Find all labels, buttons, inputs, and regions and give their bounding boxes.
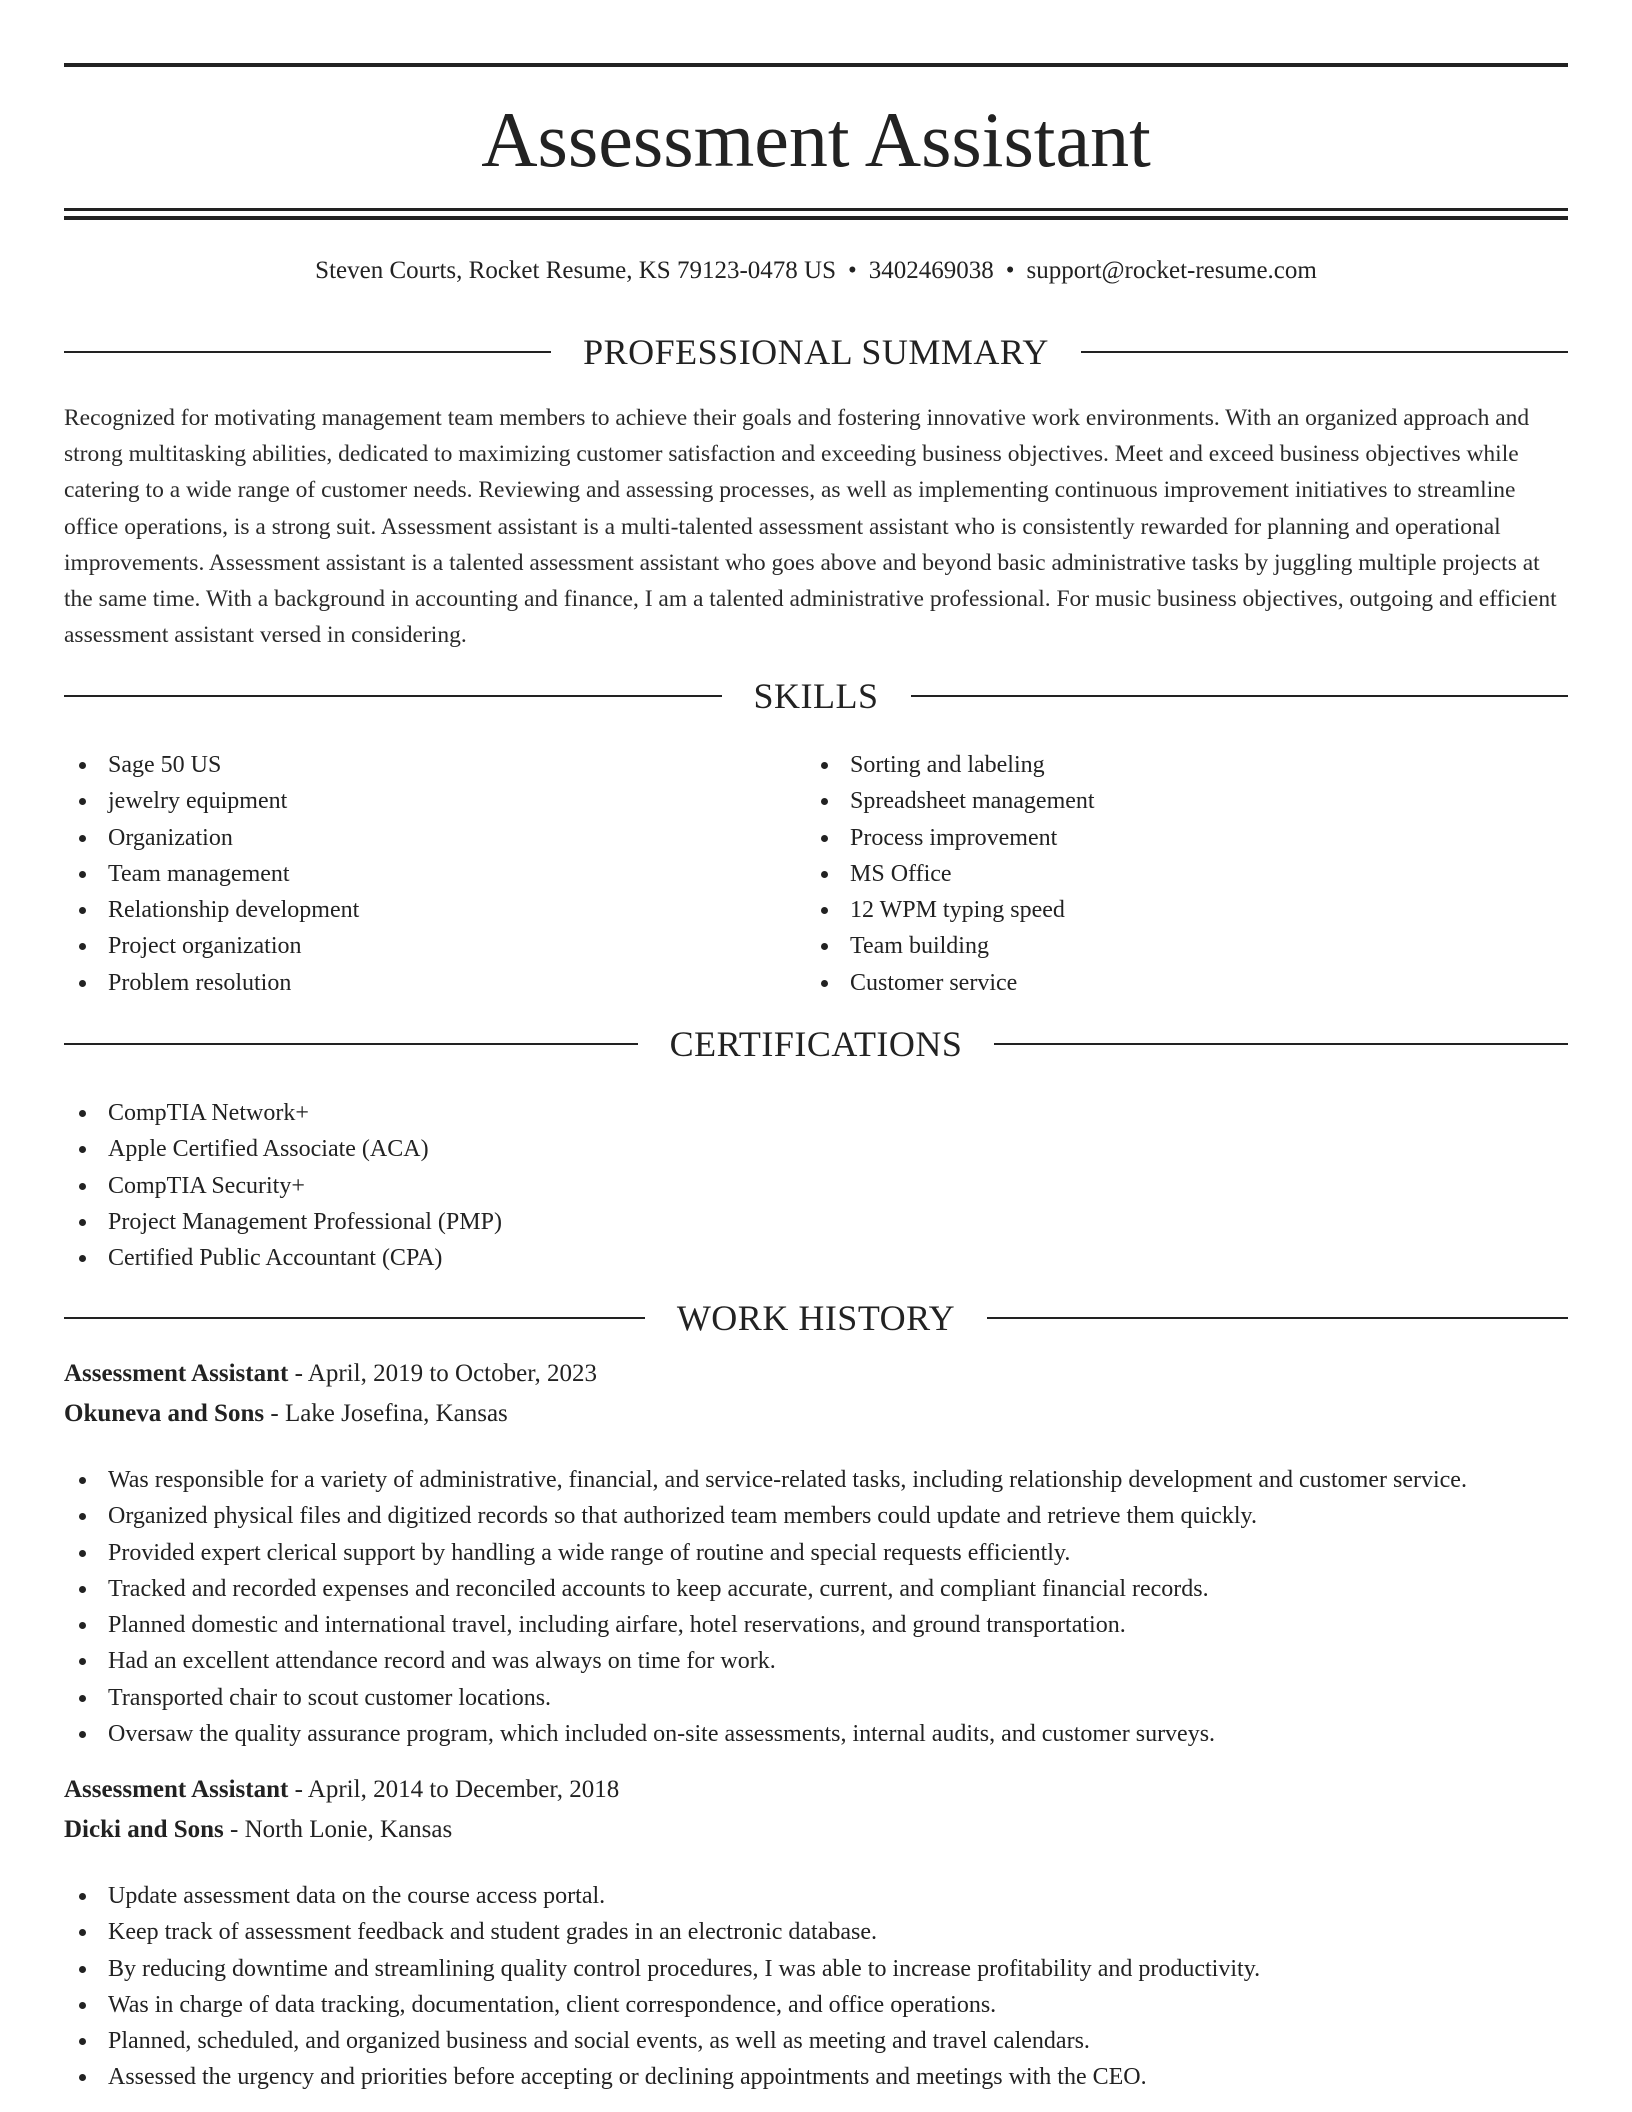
skill-item: Project organization xyxy=(64,928,804,964)
job-company-line: Okuneva and Sons - Lake Josefina, Kansas xyxy=(64,1400,508,1427)
heading-rule xyxy=(64,695,722,697)
job-dates: April, 2014 to December, 2018 xyxy=(307,1776,620,1803)
contact-separator: • xyxy=(1005,257,1015,284)
heading-rule xyxy=(1081,351,1568,353)
heading-rule xyxy=(64,351,551,353)
skill-item: Sage 50 US xyxy=(64,747,804,783)
contact-email: support@rocket-resume.com xyxy=(1026,257,1317,284)
certification-item: Apple Certified Associate (ACA) xyxy=(64,1131,1568,1167)
job-bullet-item: Update assessment data on the course access portal. xyxy=(64,1878,1568,1914)
skills-list-right xyxy=(806,747,1566,1001)
job-bullet-item: Provided expert clerical support by handling a wide range of routine and special requests efficiently. xyxy=(64,1535,1568,1571)
job-bullet-item: By reducing downtime and streamlining quality control procedures, I was able to increase profitability and productivity. xyxy=(64,1951,1568,1987)
skill-item: Organization xyxy=(64,820,804,856)
job-bullet-item: Had an excellent attendance record and was always on time for work. xyxy=(64,1643,1568,1679)
job-title-line: Assessment Assistant - April, 2019 to October, 2023 xyxy=(64,1360,598,1387)
job-bullet-item: Organized physical files and digitized records so that authorized team members could update and retrieve them quickly. xyxy=(64,1498,1568,1534)
work-history-heading xyxy=(64,1296,1568,1340)
section-title: WORK HISTORY xyxy=(676,1298,956,1338)
certifications-heading xyxy=(64,1022,1568,1066)
skill-item: MS Office xyxy=(806,856,1566,892)
job-bullet-item: Oversaw the quality assurance program, which included on-site assessments, internal audits, and customer surveys. xyxy=(64,1716,1568,1752)
skill-item: Problem resolution xyxy=(64,965,804,1001)
certification-item: Project Management Professional (PMP) xyxy=(64,1204,1568,1240)
job-title: Assessment Assistant xyxy=(64,1360,289,1387)
heading-rule xyxy=(994,1043,1568,1045)
heading-rule xyxy=(64,1317,645,1319)
skill-item: Team management xyxy=(64,856,804,892)
contact-line xyxy=(64,254,1568,288)
job-dates: April, 2019 to October, 2023 xyxy=(307,1360,598,1387)
certification-item: CompTIA Network+ xyxy=(64,1095,1568,1131)
job-bullets xyxy=(64,1878,1568,2096)
job-location: Lake Josefina, Kansas xyxy=(284,1400,508,1427)
skills-heading xyxy=(64,674,1568,718)
skill-item: Team building xyxy=(806,928,1566,964)
job-location: North Lonie, Kansas xyxy=(244,1816,453,1843)
skills-list-left xyxy=(64,747,804,1001)
job-bullet-item: Keep track of assessment feedback and student grades in an electronic database. xyxy=(64,1914,1568,1950)
job-company: Okuneva and Sons xyxy=(64,1400,265,1427)
job-company: Dicki and Sons xyxy=(64,1816,224,1843)
certification-item: Certified Public Accountant (CPA) xyxy=(64,1240,1568,1276)
section-title: PROFESSIONAL SUMMARY xyxy=(583,332,1049,372)
skill-item: Sorting and labeling xyxy=(806,747,1566,783)
certification-item: CompTIA Security+ xyxy=(64,1168,1568,1204)
summary-heading xyxy=(64,330,1568,374)
job-bullet-item: Was responsible for a variety of administrative, financial, and service-related tasks, including relationship development and customer service. xyxy=(64,1462,1568,1498)
top-rule xyxy=(64,63,1568,67)
job-bullet-item: Planned, scheduled, and organized business and social events, as well as meeting and travel calendars. xyxy=(64,2023,1568,2059)
skill-item: Customer service xyxy=(806,965,1566,1001)
job-bullet-item: Transported chair to scout customer locations. xyxy=(64,1680,1568,1716)
job-bullet-item: Was in charge of data tracking, documentation, client correspondence, and office operations. xyxy=(64,1987,1568,2023)
section-title: CERTIFICATIONS xyxy=(669,1024,963,1064)
job-bullets xyxy=(64,1462,1568,1752)
skill-item: Relationship development xyxy=(64,892,804,928)
contact-address: Steven Courts, Rocket Resume, KS 79123-0478 US xyxy=(315,257,836,284)
job-bullet-item: Planned domestic and international travel, including airfare, hotel reservations, and ground transportation. xyxy=(64,1607,1568,1643)
heading-rule xyxy=(987,1317,1568,1319)
contact-phone: 3402469038 xyxy=(868,257,994,284)
double-rule-upper xyxy=(64,208,1568,211)
contact-separator: • xyxy=(848,257,857,284)
job-company-line: Dicki and Sons - North Lonie, Kansas xyxy=(64,1816,453,1843)
heading-rule xyxy=(911,695,1569,697)
summary-text: Recognized for motivating management team members to achieve their goals and fostering innovative work environments. With an organized approach and strong multitasking abilities, dedicated to maximizing customer satisfaction and exceeding business objectives. Meet and exceed business objectives while catering to a wide range of customer needs. Reviewing and assessing processes, as well as implementing continuous improvement initiatives to streamline office operations, is a strong suit. Assessment assistant is a multi-talented assessment assistant who is consistently rewarded for planning and operational improvements. Assessment assistant is a talented assessment assistant who goes above and beyond basic administrative tasks by juggling multiple projects at the same time. With a background in accounting and finance, I am a talented administrative professional. For music business objectives, outgoing and efficient assessment assistant versed in considering. xyxy=(64,405,1557,649)
job-bullet-item: Assessed the urgency and priorities before accepting or declining appointments and meetings with the CEO. xyxy=(64,2059,1568,2095)
skill-item: Process improvement xyxy=(806,820,1566,856)
resume-name: Assessment Assistant xyxy=(481,96,1151,183)
double-rule-lower xyxy=(64,216,1568,220)
certifications-list xyxy=(64,1095,1568,1276)
skill-item: jewelry equipment xyxy=(64,783,804,819)
section-title: SKILLS xyxy=(753,676,879,716)
skill-item: 12 WPM typing speed xyxy=(806,892,1566,928)
job-bullet-item: Tracked and recorded expenses and reconciled accounts to keep accurate, current, and compliant financial records. xyxy=(64,1571,1568,1607)
job-title-line: Assessment Assistant - April, 2014 to December, 2018 xyxy=(64,1776,620,1803)
heading-rule xyxy=(64,1043,638,1045)
skill-item: Spreadsheet management xyxy=(806,783,1566,819)
job-title: Assessment Assistant xyxy=(64,1776,289,1803)
